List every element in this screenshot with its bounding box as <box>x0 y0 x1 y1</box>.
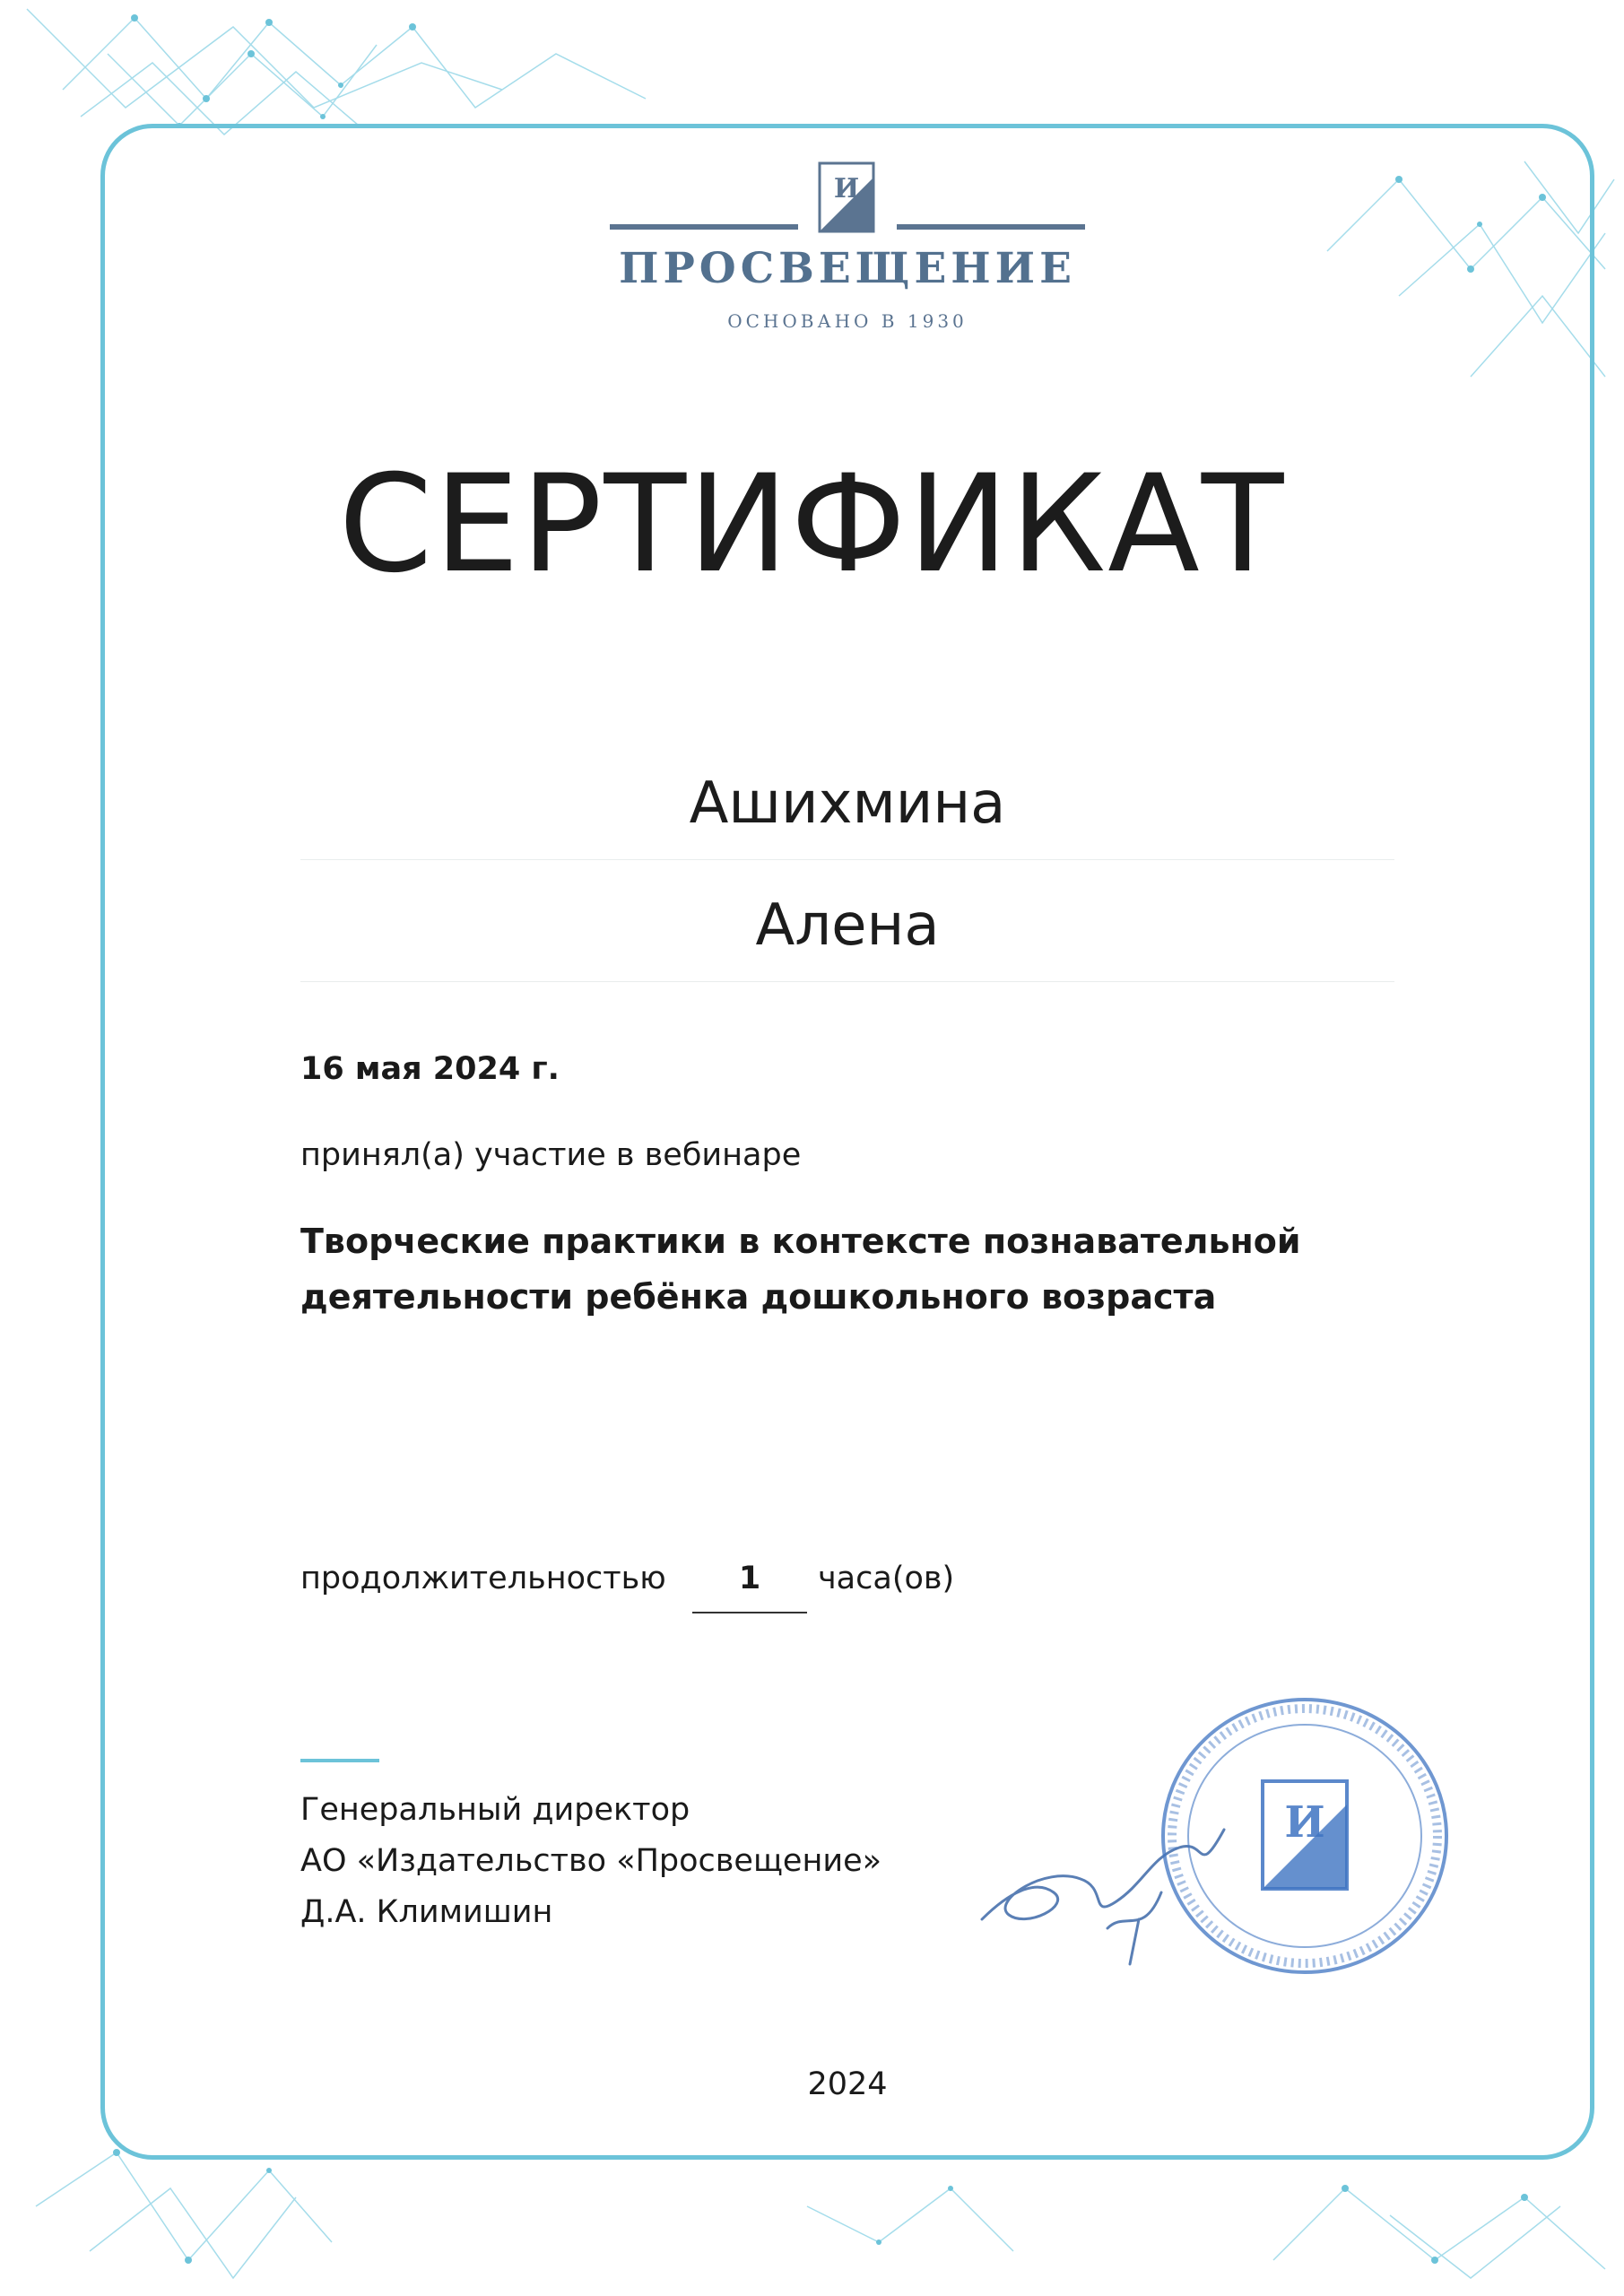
signer-accent-line <box>300 1759 379 1762</box>
signer-position: Генеральный директор <box>300 1792 690 1828</box>
event-date: 16 мая 2024 г. <box>300 1051 560 1087</box>
organization-seal-stamp <box>1157 1693 1453 1979</box>
svg-text:И: И <box>1284 1797 1325 1848</box>
brand-logo <box>610 161 1085 341</box>
name-divider <box>300 981 1394 982</box>
svg-text:И: И <box>833 173 860 204</box>
webinar-title-line: Творческие практики в контексте познавательной <box>300 1222 1301 1261</box>
webinar-title <box>300 1213 1421 1325</box>
name-divider <box>300 859 1394 860</box>
brand-name: ПРОСВЕЩЕНИЕ <box>619 244 1076 293</box>
recipient-last-name: Ашихмина <box>689 770 1006 837</box>
certificate-title: СЕРТИФИКАТ <box>338 447 1286 603</box>
webinar-title-line: деятельности ребёнка дошкольного возраста <box>300 1277 1217 1317</box>
issue-year: 2024 <box>807 2066 888 2102</box>
participation-text: принял(а) участие в вебинаре <box>300 1137 802 1173</box>
duration-unit: часа(ов) <box>818 1561 955 1596</box>
logo-rule-right <box>897 224 1085 230</box>
duration-label: продолжительностью <box>300 1561 666 1596</box>
prosveshchenie-logo-icon <box>818 161 875 233</box>
brand-subtitle: ОСНОВАНО В 1930 <box>727 310 968 332</box>
signer-name: Д.А. Климишин <box>300 1894 553 1930</box>
logo-rule-left <box>610 224 798 230</box>
recipient-first-name: Алена <box>755 892 940 959</box>
signer-organization: АО «Издательство «Просвещение» <box>300 1843 882 1879</box>
duration-underline <box>692 1612 807 1613</box>
duration-value: 1 <box>738 1561 761 1596</box>
